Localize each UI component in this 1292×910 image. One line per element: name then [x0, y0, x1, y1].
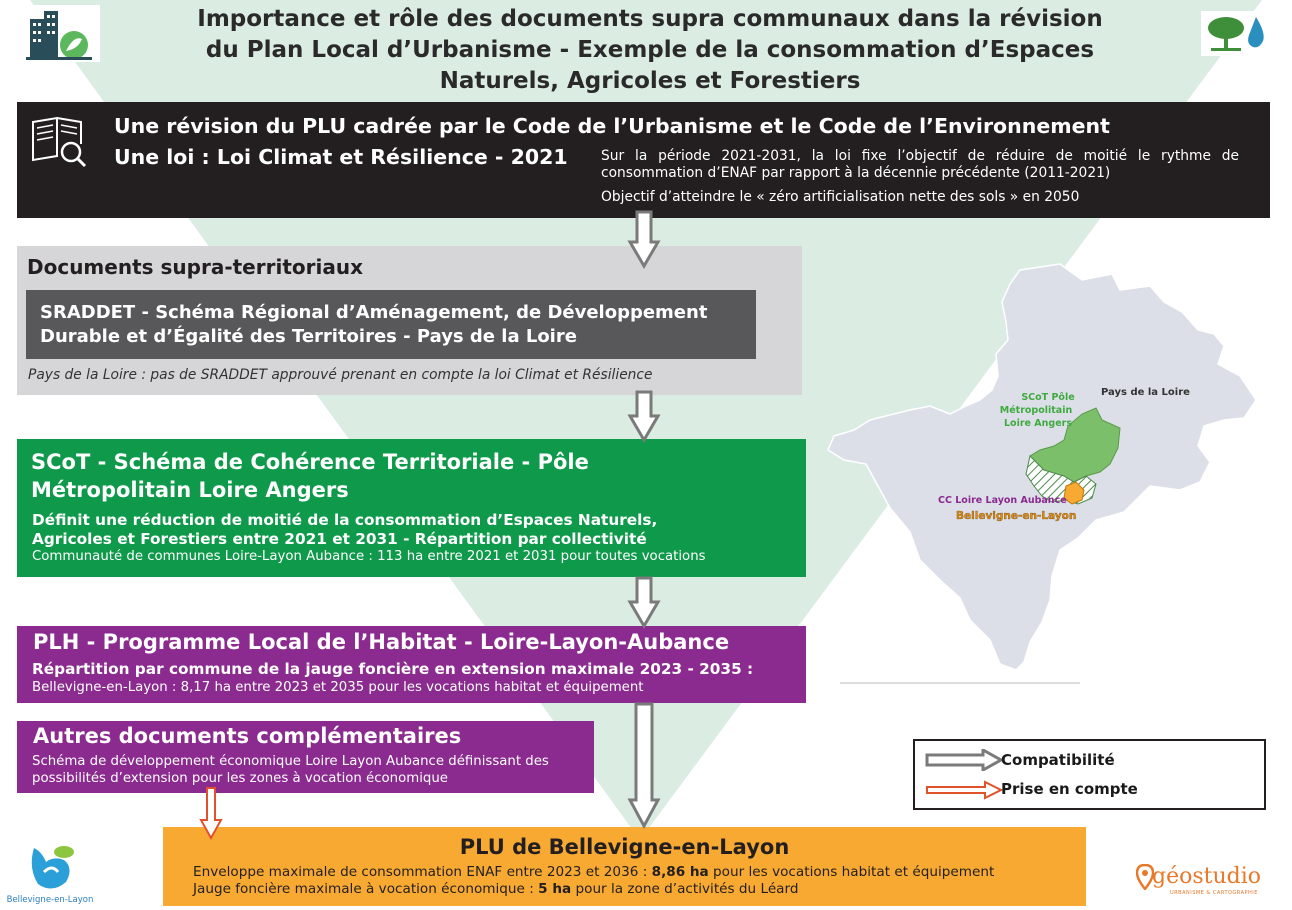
law-text: [601, 148, 1239, 206]
law-framework-box: [17, 102, 1270, 218]
scot-map-label: Métropolitain: [999, 405, 1073, 416]
scot-map-label: Loire Angers: [1004, 418, 1072, 429]
plh-bold-text: Répartition par commune de la jauge foncière en extension maximale 2023 - 2035 :: [32, 660, 754, 678]
book-magnifier-icon: [29, 114, 89, 170]
sraddet-line: Durable et d’Égalité des Territoires - Pays de la Loire: [40, 326, 577, 347]
scot-bold-line: Définit une réduction de moitié de la consommation d’Espaces Naturels,: [32, 511, 658, 529]
other-text: [32, 753, 549, 787]
law-text-line: Sur la période 2021-2031, la loi fixe l’objectif de réduire de moitié le rythme de: [601, 148, 1239, 164]
plu-text: pour la zone d’activités du Léard: [571, 881, 799, 897]
supra-note: Pays de la Loire : pas de SRADDET approuvé prenant en compte la loi Climat et Résilience: [28, 367, 653, 383]
law-heading: Une révision du PLU cadrée par le Code de l’Urbanisme et le Code de l’Environnement: [114, 114, 1110, 138]
plu-heading: PLU de Bellevigne-en-Layon: [459, 835, 790, 859]
scot-heading-line: SCoT - Schéma de Cohérence Territoriale - Pôle: [31, 450, 589, 474]
plu-value: 8,86 ha: [651, 864, 709, 880]
region-label: Pays de la Loire: [1101, 387, 1190, 398]
plu-text: Jauge foncière maximale à vocation économique :: [193, 881, 539, 897]
compatibility-legend-label: Compatibilité: [1001, 751, 1115, 769]
plu-text: pour les vocations habitat et équipement: [708, 864, 995, 880]
prise-en-compte-legend-label: Prise en compte: [1001, 780, 1138, 798]
cc-map-label: CC Loire Layon Aubance: [938, 495, 1067, 506]
bellevigne-logo-text: Bellevigne-en-Layon: [6, 895, 94, 905]
geostudio-logo-text: géostudio: [1152, 864, 1262, 889]
building-leaf-logo: [22, 5, 100, 62]
plu-line-1: [193, 864, 994, 880]
geostudio-logo: [1132, 862, 1272, 902]
plu-box: [163, 827, 1086, 906]
sraddet-title: [40, 301, 707, 349]
plh-box: [17, 626, 806, 703]
page-title: [130, 4, 1170, 97]
pays-de-la-loire-map: [820, 250, 1270, 690]
other-text-line: possibilités d’extension pour les zones à vocation économique: [32, 771, 448, 786]
law-text-line: Objectif d’atteindre le « zéro artificialisation nette des sols » en 2050: [601, 189, 1080, 205]
legend-box: [913, 739, 1266, 810]
commune-map-label: Bellevigne-en-Layon: [956, 510, 1077, 522]
scot-box: [17, 439, 806, 577]
sraddet-box: [26, 290, 756, 359]
scot-heading: [31, 448, 589, 504]
law-text-line: consommation d’ENAF par rapport à la décennie précédente (2011-2021): [601, 165, 1111, 181]
supra-heading: Documents supra-territoriaux: [27, 255, 363, 279]
bellevigne-logo-icon: [24, 842, 78, 894]
tree-water-logo: [1201, 11, 1271, 56]
prise-en-compte-legend-arrow: [925, 779, 1005, 801]
scot-bold-line: Agricoles et Forestiers entre 2021 et 2031 - Répartition par collectivité: [32, 530, 647, 548]
scot-map-label: SCoT Pôle: [1021, 392, 1075, 403]
compatibility-legend-arrow: [925, 749, 1005, 771]
title-line: du Plan Local d’Urbanisme - Exemple de la consommation d’Espaces: [205, 37, 1095, 63]
other-documents-box: [17, 721, 594, 793]
building-icon: [22, 5, 100, 62]
sraddet-line: SRADDET - Schéma Régional d’Aménagement, de Développement: [40, 302, 708, 323]
plh-heading: PLH - Programme Local de l’Habitat - Loire-Layon-Aubance: [33, 630, 730, 654]
tree-drop-icon: [1201, 11, 1271, 56]
plu-line-2: [193, 881, 799, 897]
scot-text: Communauté de communes Loire-Layon Aubance : 113 ha entre 2021 et 2031 pour toutes vocations: [32, 549, 706, 564]
scot-bold-text: [32, 511, 657, 549]
bellevigne-logo: [4, 838, 94, 908]
scot-heading-line: Métropolitain Loire Angers: [31, 478, 349, 502]
plu-value: 5 ha: [538, 881, 572, 897]
title-line: Naturels, Agricoles et Forestiers: [439, 68, 861, 94]
other-text-line: Schéma de développement économique Loire Layon Aubance définissant des: [32, 754, 549, 769]
title-line: Importance et rôle des documents supra communaux dans la révision: [197, 6, 1103, 32]
other-heading: Autres documents complémentaires: [33, 724, 462, 748]
geostudio-tagline: URBANISME & CARTOGRAPHIE: [1170, 890, 1258, 896]
plh-text: Bellevigne-en-Layon : 8,17 ha entre 2023 et 2035 pour les vocations habitat et équipement: [32, 680, 644, 695]
plu-text: Enveloppe maximale de consommation ENAF entre 2023 et 2036 :: [193, 864, 652, 880]
law-subheading: Une loi : Loi Climat et Résilience - 2021: [114, 145, 568, 169]
